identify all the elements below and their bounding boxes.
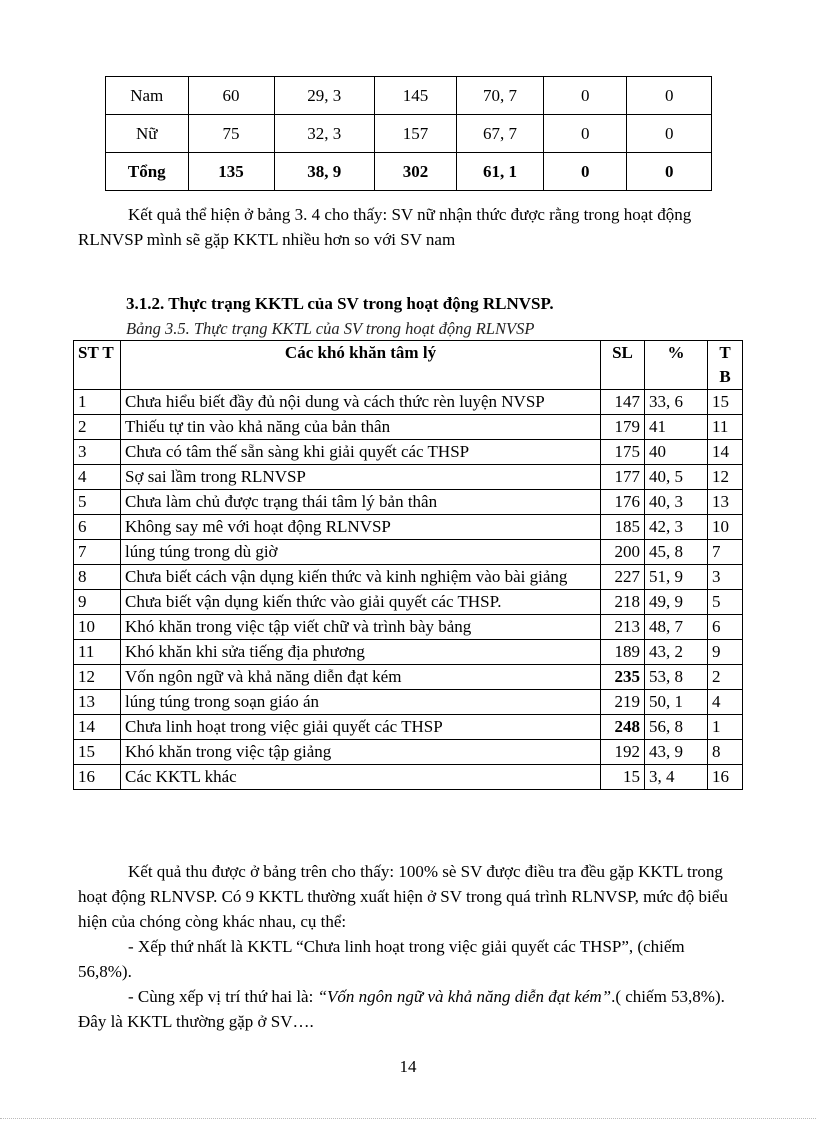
row-stt: 9 [74, 590, 121, 615]
table-cell: 157 [374, 115, 456, 153]
row-sl: 200 [601, 540, 645, 565]
table-row [74, 540, 743, 565]
table-cell: 0 [543, 115, 627, 153]
row-stt: 3 [74, 440, 121, 465]
table-row [74, 640, 743, 665]
table-row [74, 565, 743, 590]
row-sl: 185 [601, 515, 645, 540]
row-percent: 45, 8 [645, 540, 708, 565]
row-difficulty: Chưa làm chủ được trạng thái tâm lý bản thân [121, 490, 601, 515]
row-sl: 189 [601, 640, 645, 665]
row-difficulty: Chưa hiểu biết đầy đủ nội dung và cách thức rèn luyện NVSP [121, 390, 601, 415]
header-percent: % [645, 341, 708, 390]
row-label: Nữ [106, 115, 189, 153]
row-percent: 50, 1 [645, 690, 708, 715]
row-rank: 13 [708, 490, 743, 515]
row-percent: 56, 8 [645, 715, 708, 740]
row-difficulty: Vốn ngôn ngữ và khả năng diễn đạt kém [121, 665, 601, 690]
row-stt: 12 [74, 665, 121, 690]
row-sl: 147 [601, 390, 645, 415]
page-divider [0, 1118, 816, 1119]
row-rank: 3 [708, 565, 743, 590]
row-percent: 42, 3 [645, 515, 708, 540]
bullet-second-quote: “Vốn ngôn ngữ và khả năng diễn đạt kém” [317, 987, 612, 1006]
row-percent: 53, 8 [645, 665, 708, 690]
table-cell: 0 [543, 77, 627, 115]
row-difficulty: Thiếu tự tin vào khả năng của bản thân [121, 415, 601, 440]
table-row [74, 490, 743, 515]
row-sl: 15 [601, 765, 645, 790]
row-rank: 6 [708, 615, 743, 640]
row-stt: 16 [74, 765, 121, 790]
row-difficulty: Chưa biết cách vận dụng kiến thức và kinh nghiệm vào bài giảng [121, 565, 601, 590]
bullet-second [78, 984, 738, 1034]
difficulty-table [73, 340, 743, 790]
header-sl: SL [601, 341, 645, 390]
table-cell: 145 [374, 77, 456, 115]
row-percent: 51, 9 [645, 565, 708, 590]
table-row [74, 715, 743, 740]
row-rank: 8 [708, 740, 743, 765]
row-sl: 218 [601, 590, 645, 615]
row-rank: 4 [708, 690, 743, 715]
row-percent: 33, 6 [645, 390, 708, 415]
row-sl: 213 [601, 615, 645, 640]
table-cell: 67, 7 [457, 115, 544, 153]
table-cell: 0 [627, 115, 712, 153]
gender-table [105, 76, 712, 191]
row-sl: 227 [601, 565, 645, 590]
row-difficulty: Khó khăn trong việc tập viết chữ và trình bày bảng [121, 615, 601, 640]
row-stt: 4 [74, 465, 121, 490]
row-difficulty: Chưa có tâm thế sẵn sàng khi giải quyết các THSP [121, 440, 601, 465]
row-difficulty: Sợ sai lầm trong RLNVSP [121, 465, 601, 490]
row-stt: 15 [74, 740, 121, 765]
row-sl: 179 [601, 415, 645, 440]
row-percent: 3, 4 [645, 765, 708, 790]
row-rank: 9 [708, 640, 743, 665]
table-cell: 38, 9 [274, 153, 374, 191]
row-sl: 219 [601, 690, 645, 715]
table-cell: 60 [188, 77, 274, 115]
row-difficulty: Khó khăn trong việc tập giảng [121, 740, 601, 765]
table-cell: 29, 3 [274, 77, 374, 115]
row-stt: 5 [74, 490, 121, 515]
table-header-row [74, 341, 743, 390]
row-rank: 15 [708, 390, 743, 415]
result-paragraph-1: Kết quả thể hiện ở bảng 3. 4 cho thấy: SV nữ nhận thức được rằng trong hoạt động RLNVSP mình sẽ gặp KKTL nhiều hơn so với SV nam [78, 205, 692, 249]
page-number: 14 [399, 1057, 417, 1076]
table-cell: 32, 3 [274, 115, 374, 153]
table-cell: 0 [627, 77, 712, 115]
table-row [74, 465, 743, 490]
row-rank: 12 [708, 465, 743, 490]
row-difficulty: Các KKTL khác [121, 765, 601, 790]
row-stt: 11 [74, 640, 121, 665]
table-cell: 135 [188, 153, 274, 191]
row-stt: 8 [74, 565, 121, 590]
row-difficulty: lúng túng trong dù giờ [121, 540, 601, 565]
row-sl: 235 [601, 665, 645, 690]
table-row [74, 740, 743, 765]
row-difficulty: Không say mê với hoạt động RLNVSP [121, 515, 601, 540]
row-percent: 41 [645, 415, 708, 440]
row-sl: 192 [601, 740, 645, 765]
row-percent: 40, 3 [645, 490, 708, 515]
row-stt: 2 [74, 415, 121, 440]
table-row [74, 665, 743, 690]
bullet-first: - Xếp thứ nhất là KKTL “Chưa linh hoạt trong việc giải quyết các THSP”, (chiếm 56,8%). [78, 937, 685, 981]
table-cell: 0 [627, 153, 712, 191]
row-sl: 248 [601, 715, 645, 740]
row-label: Nam [106, 77, 189, 115]
table-cell: 0 [543, 153, 627, 191]
table-row [74, 440, 743, 465]
table-row [74, 515, 743, 540]
row-stt: 14 [74, 715, 121, 740]
table-row [74, 415, 743, 440]
row-difficulty: Chưa biết vận dụng kiến thức vào giải quyết các THSP. [121, 590, 601, 615]
bullet-second-lead: - Cùng xếp vị trí thứ hai là: [128, 987, 318, 1006]
row-difficulty: lúng túng trong soạn giáo án [121, 690, 601, 715]
table-cell: 302 [374, 153, 456, 191]
table-row [74, 615, 743, 640]
row-percent: 40 [645, 440, 708, 465]
table-caption: Bảng 3.5. Thực trạng KKTL của SV trong hoạt động RLNVSP [126, 319, 535, 338]
row-rank: 16 [708, 765, 743, 790]
table-row [106, 115, 712, 153]
row-sl: 176 [601, 490, 645, 515]
table-row [74, 390, 743, 415]
row-stt: 1 [74, 390, 121, 415]
row-stt: 7 [74, 540, 121, 565]
row-rank: 2 [708, 665, 743, 690]
header-name: Các khó khăn tâm lý [121, 341, 601, 390]
section-title: 3.1.2. Thực trạng KKTL của SV trong hoạt động RLNVSP. [126, 294, 554, 313]
table-cell: 75 [188, 115, 274, 153]
summary-text: Kết quả thu được ở bảng trên cho thấy: 100% sè SV được điều tra đều gặp KKTL trong hoạt động RLNVSP. Có 9 KKTL thường xuất hiện ở SV trong quá trình RLNVSP, mức độ biểu hiện của chóng còng khác nhau, cụ thể: [78, 862, 728, 931]
bullet-second-tail: .( chiếm 53,8%). Đây là KKTL thường gặp ở SV…. [78, 987, 725, 1031]
table-row [74, 765, 743, 790]
table-row-total [106, 153, 712, 191]
row-stt: 6 [74, 515, 121, 540]
row-stt: 13 [74, 690, 121, 715]
row-percent: 40, 5 [645, 465, 708, 490]
row-percent: 49, 9 [645, 590, 708, 615]
row-rank: 10 [708, 515, 743, 540]
row-difficulty: Chưa linh hoạt trong việc giải quyết các THSP [121, 715, 601, 740]
row-rank: 7 [708, 540, 743, 565]
table-row [106, 77, 712, 115]
row-sl: 175 [601, 440, 645, 465]
row-difficulty: Khó khăn khi sửa tiếng địa phương [121, 640, 601, 665]
row-rank: 1 [708, 715, 743, 740]
table-cell: 70, 7 [457, 77, 544, 115]
row-label: Tổng [106, 153, 189, 191]
row-percent: 43, 9 [645, 740, 708, 765]
table-row [74, 690, 743, 715]
row-percent: 48, 7 [645, 615, 708, 640]
row-rank: 5 [708, 590, 743, 615]
header-stt: ST T [74, 341, 121, 390]
table-row [74, 590, 743, 615]
row-stt: 10 [74, 615, 121, 640]
table-cell: 61, 1 [457, 153, 544, 191]
row-rank: 14 [708, 440, 743, 465]
header-tb: T B [708, 341, 743, 390]
row-sl: 177 [601, 465, 645, 490]
row-percent: 43, 2 [645, 640, 708, 665]
result-paragraph-2 [78, 859, 738, 1034]
row-rank: 11 [708, 415, 743, 440]
